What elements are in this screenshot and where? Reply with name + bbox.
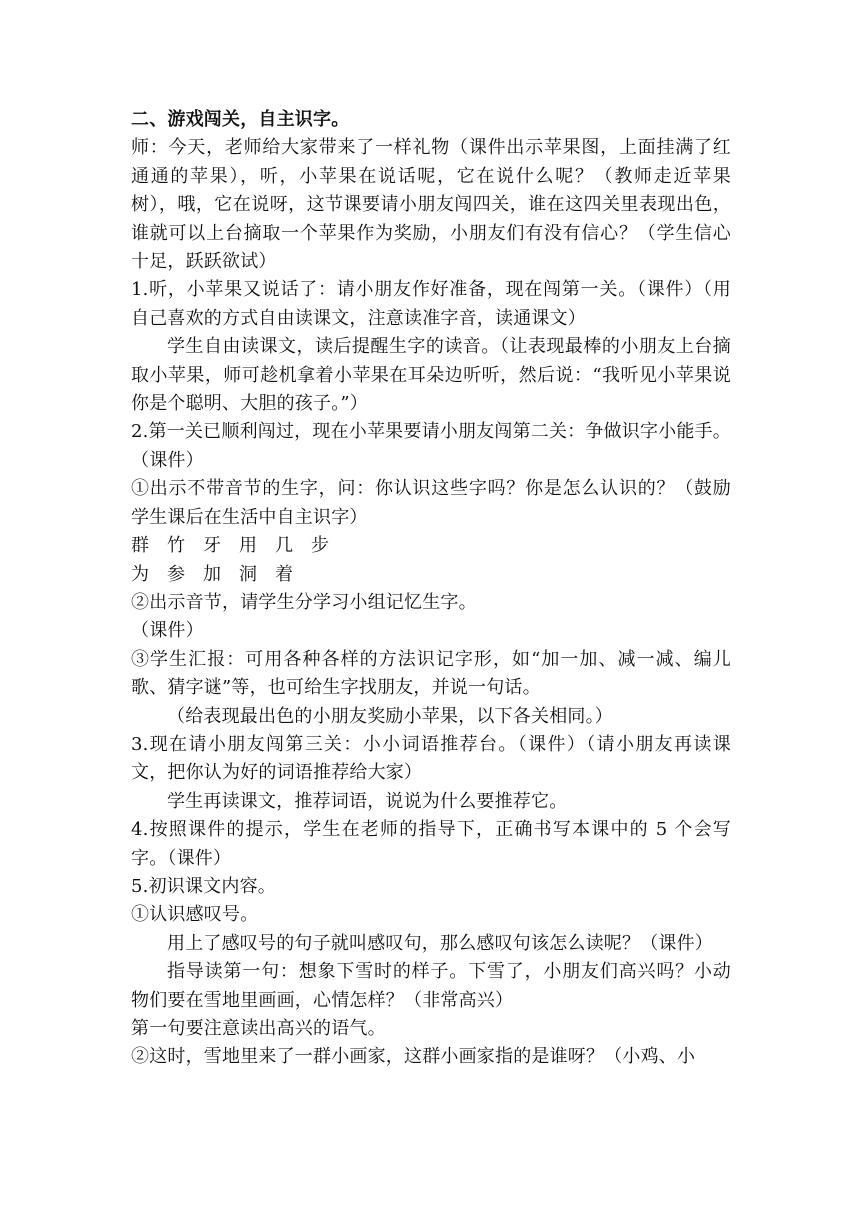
paragraph-first-sentence-tone: 第一句要注意读出高兴的语气。: [131, 1018, 386, 1039]
paragraph-step-2-item-1: ①出示不带音节的生字，问：你认识这些字吗？你是怎么认识的？（鼓励学生课后在生活中自主识字）: [131, 478, 731, 528]
character-list-row-2: 为 参 加 洞 着: [131, 563, 293, 585]
paragraph-step-1: 1.听，小苹果又说话了：请小朋友作好准备，现在闯第一关。（课件）（用自己喜欢的方式自由读课文，注意读准字音，读通课文）: [131, 279, 731, 329]
document-body: [131, 106, 731, 1072]
paragraph-first-sentence-guide: 指导读第一句：想象下雪时的样子。下雪了，小朋友们高兴吗？小动物们要在雪地里画画，心情怎样？（非常高兴）: [131, 961, 731, 1011]
paragraph-step-2-item-2: ②出示音节，请学生分学习小组记忆生字。: [131, 591, 477, 613]
paragraph-exclamation-note: 用上了感叹号的句子就叫感叹句，那么感叹句该怎么读呢？（课件）: [167, 932, 713, 954]
paragraph-step-4: 4.按照课件的提示，学生在老师的指导下，正确书写本课中的 5 个会写字。（课件）: [131, 819, 731, 869]
character-list-row-1: 群 竹 牙 用 几 步: [131, 535, 329, 557]
paragraph-courseware-note: （课件）: [131, 620, 204, 642]
paragraph-step-2: 2.第一关已顺利闯过，现在小苹果要请小朋友闯第二关：争做识字小能手。（课件）: [131, 421, 731, 471]
paragraph-step-2-item-3: ③学生汇报：可用各种各样的方法识记字形，如“加一加、减一减、编儿歌、猜字谜”等，也可给生字找朋友，并说一句话。: [131, 648, 731, 699]
paragraph-reward-note: （给表现最出色的小朋友奖励小苹果，以下各关相同。）: [167, 705, 613, 727]
paragraph-step-5-item-2: ②这时，雪地里来了一群小画家，这群小画家指的是谁呀？（小鸡、小: [131, 1046, 696, 1068]
paragraph-step-1-detail: 学生自由读课文，读后提醒生字的读音。（让表现最棒的小朋友上台摘取小苹果，师可趁机拿着小苹果在耳朵边听听，然后说：“我听见小苹果说你是个聪明、大胆的孩子。”）: [131, 336, 731, 415]
paragraph-step-5-item-1: ①认识感叹号。: [131, 904, 259, 926]
paragraph-step-5: 5.初识课文内容。: [131, 875, 276, 897]
paragraph-step-3: 3.现在请小朋友闯第三关：小小词语推荐台。（课件）（请小朋友再读课文，把你认为好的词语推荐给大家）: [131, 733, 731, 784]
paragraph-step-3-detail: 学生再读课文，推荐词语，说说为什么要推荐它。: [167, 790, 568, 812]
section-heading: 二、游戏闯关，自主识字。: [131, 109, 350, 130]
paragraph-teacher-intro: 师：今天，老师给大家带来了一样礼物（课件出示苹果图，上面挂满了红通通的苹果），听，小苹果在说话呢，它在说什么呢？（教师走近苹果树），哦，它在说呀，这节课要请小朋友闯四关，谁在这四关里表现出色，谁就可以上台摘取一个苹果作为奖励，小朋友们有没有信心？（学生信心十足，跃跃欲试）: [131, 137, 731, 273]
